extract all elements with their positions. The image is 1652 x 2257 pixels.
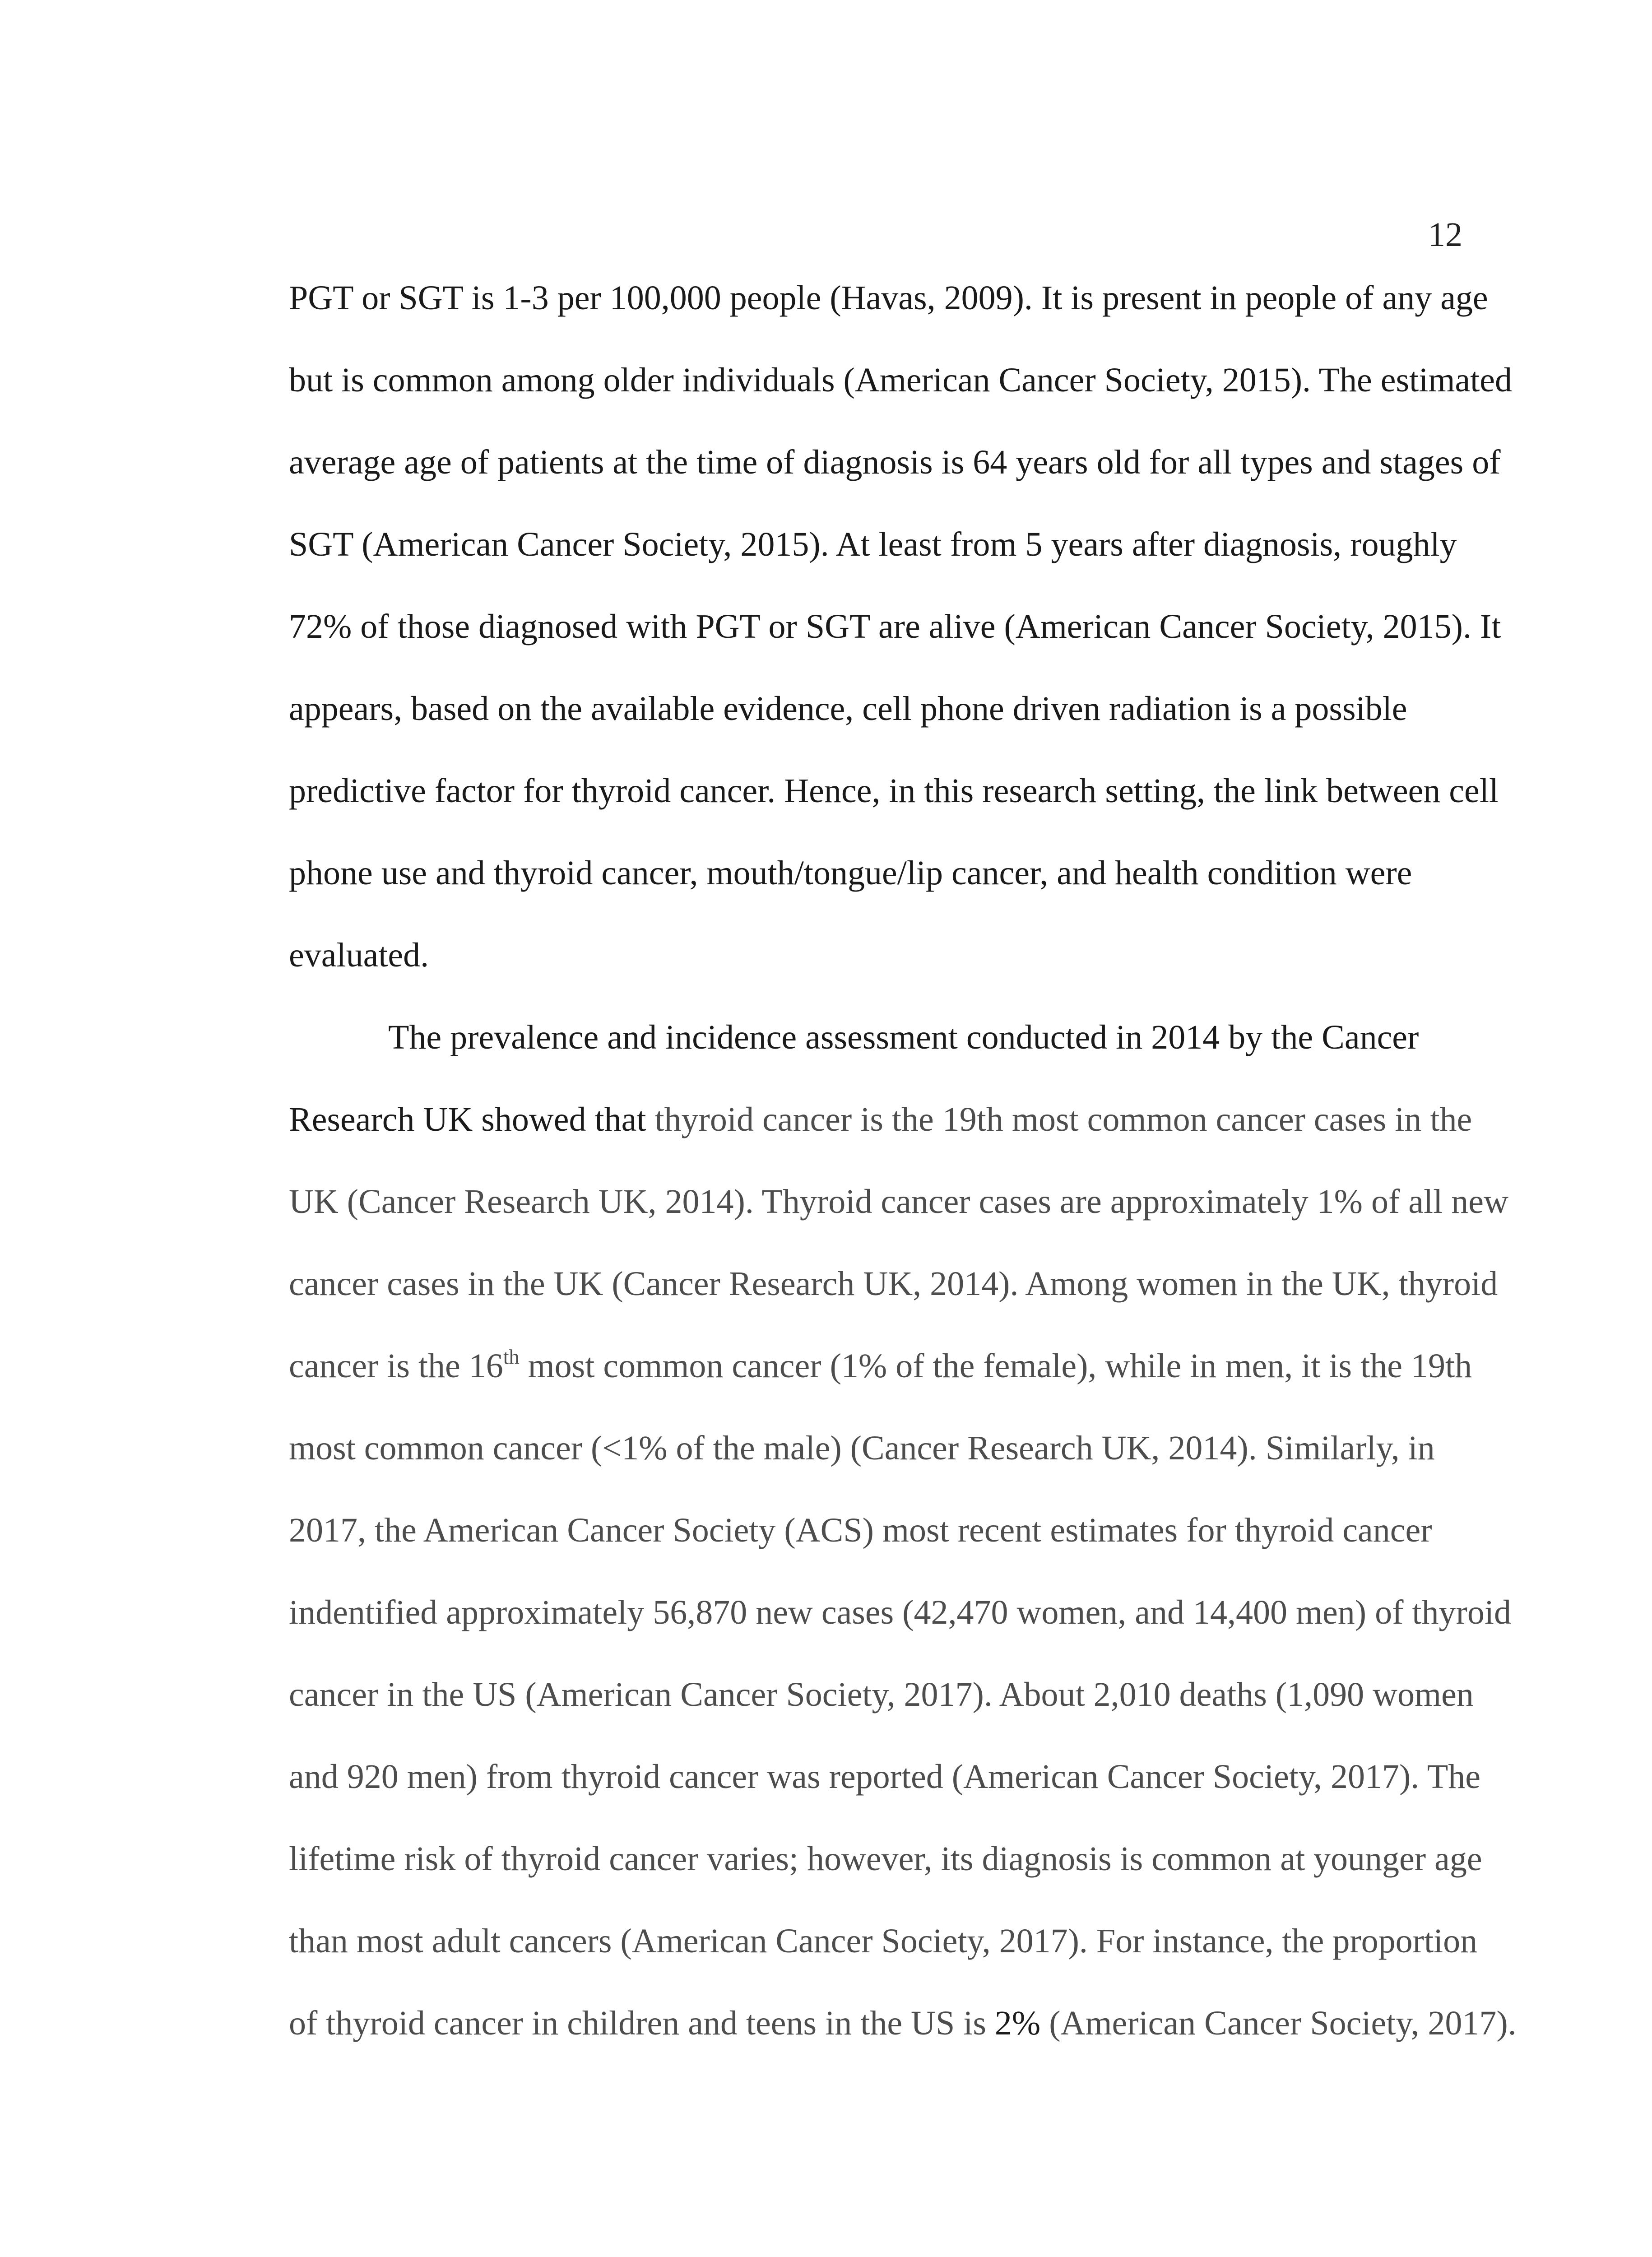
text-line: appears, based on the available evidence, cell phone driven radiation is a possible [289, 690, 1407, 728]
text-line: SGT (American Cancer Society, 2015). At least from 5 years after diagnosis, roughly [289, 525, 1457, 563]
text-line: 2017, the American Cancer Society (ACS) most recent estimates for thyroid cancer [289, 1511, 1432, 1549]
body-text [289, 271, 1517, 2078]
text-line: but is common among older individuals (American Cancer Society, 2015). The estimated [289, 361, 1513, 399]
text-line: indentified approximately 56,870 new cases (42,470 women, and 14,400 men) of thyroid [289, 1593, 1511, 1631]
text-line: predictive factor for thyroid cancer. Hence, in this research setting, the link between cell [289, 772, 1499, 810]
text-run: of thyroid cancer in children and teens in the US is [289, 2004, 995, 2042]
text-line: most common cancer (<1% of the male) (Cancer Research UK, 2014). Similarly, in [289, 1429, 1435, 1467]
text-line: cancer in the US (American Cancer Society, 2017). About 2,010 deaths (1,090 women [289, 1676, 1474, 1714]
text-run: 2% [994, 2004, 1041, 2042]
text-run: Research UK showed that [289, 1101, 655, 1138]
text-line: and 920 men) from thyroid cancer was reported (American Cancer Society, 2017). The [289, 1758, 1481, 1796]
text-line: The prevalence and incidence assessment conducted in 2014 by the Cancer [388, 1018, 1419, 1056]
text-run: most common cancer (1% of the female), while in men, it is the 19th [519, 1347, 1472, 1385]
page-number: 12 [1428, 216, 1462, 254]
text-run: cancer is the 16 [289, 1347, 503, 1385]
superscript: th [503, 1345, 520, 1368]
text-line [289, 1996, 1517, 2078]
text-line: evaluated. [289, 936, 429, 974]
text-line: phone use and thyroid cancer, mouth/tongue/lip cancer, and health condition were [289, 854, 1412, 892]
text-line: than most adult cancers (American Cancer Society, 2017). For instance, the proportion [289, 1922, 1478, 1960]
text-line: 72% of those diagnosed with PGT or SGT are alive (American Cancer Society, 2015). It [289, 608, 1501, 646]
text-run: (American Cancer Society, 2017). [1040, 2004, 1517, 2042]
text-line: cancer cases in the UK (Cancer Research UK, 2014). Among women in the UK, thyroid [289, 1265, 1498, 1303]
paragraph-1 [289, 271, 1513, 1010]
text-line: average age of patients at the time of diagnosis is 64 years old for all types and stages of [289, 443, 1501, 481]
text-run: thyroid cancer is the 19th most common cancer cases in the [654, 1101, 1472, 1138]
text-line [289, 1092, 1471, 1175]
text-line: lifetime risk of thyroid cancer varies; however, its diagnosis is common at younger age [289, 1840, 1482, 1878]
text-line: PGT or SGT is 1-3 per 100,000 people (Havas, 2009). It is present in people of any age [289, 279, 1488, 317]
text-line [289, 1339, 1471, 1421]
paragraph-2 [289, 1010, 1517, 2078]
text-line: UK (Cancer Research UK, 2014). Thyroid cancer cases are approximately 1% of all new [289, 1183, 1508, 1221]
